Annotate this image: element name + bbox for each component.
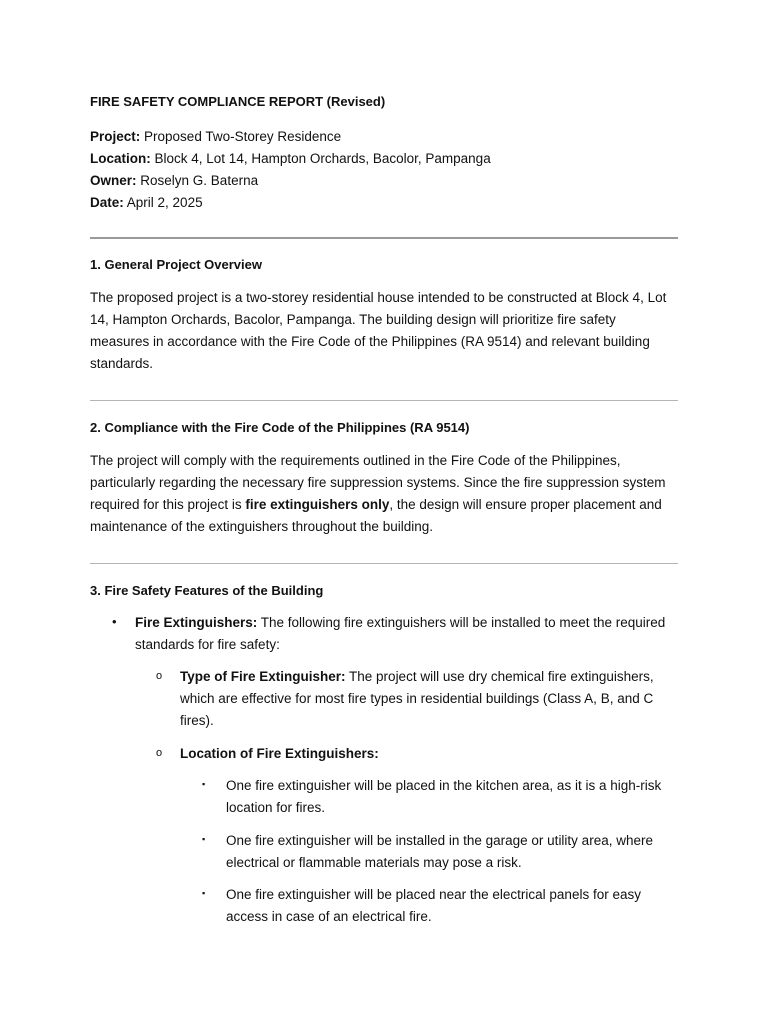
item1-label: Fire Extinguishers: bbox=[135, 615, 258, 630]
sub1-label: Type of Fire Extinguisher: bbox=[180, 669, 346, 684]
report-title: FIRE SAFETY COMPLIANCE REPORT (Revised) bbox=[90, 94, 386, 109]
bullet-level3: ▪ bbox=[202, 779, 206, 789]
meta-owner bbox=[90, 170, 491, 192]
report-metadata bbox=[90, 126, 491, 214]
meta-location-label: Location: bbox=[90, 151, 151, 166]
bullet-level3: ▪ bbox=[202, 888, 206, 898]
location-item-garage: One fire extinguisher will be installed in the garage or utility area, where electrical or flammable materials may pose a risk. bbox=[226, 833, 653, 870]
section-2-body-bold: fire extinguishers only bbox=[245, 497, 390, 512]
sub2-label: Location of Fire Extinguishers: bbox=[180, 746, 379, 761]
list-item-fire-extinguishers bbox=[135, 612, 680, 656]
meta-owner-value: Roselyn G. Baterna bbox=[140, 173, 259, 188]
divider-3 bbox=[90, 563, 678, 564]
meta-date-label: Date: bbox=[90, 195, 124, 210]
list-item-extinguisher-location bbox=[180, 743, 680, 765]
bullet-level2: o bbox=[156, 747, 163, 759]
section-2-body-pre: The project will comply with the requirements outlined in the Fire Code of the Philippines, particularly regarding the necessary fire suppression systems. Since the fire suppression system required for this project is bbox=[90, 453, 666, 512]
section-2-body bbox=[90, 450, 675, 538]
meta-date-value: April 2, 2025 bbox=[126, 195, 203, 210]
location-item-electrical-panels: One fire extinguisher will be placed near the electrical panels for easy access in case of an electrical fire. bbox=[226, 887, 641, 924]
meta-location bbox=[90, 148, 491, 170]
meta-project-value: Proposed Two-Storey Residence bbox=[144, 129, 342, 144]
meta-date bbox=[90, 192, 491, 214]
bullet-level2: o bbox=[156, 670, 163, 682]
list-item-extinguisher-type bbox=[180, 666, 680, 732]
meta-project bbox=[90, 126, 491, 148]
section-2-body-post: , the design will ensure proper placement and maintenance of the extinguishers throughout the building. bbox=[90, 497, 662, 534]
bullet-level1: • bbox=[112, 614, 117, 629]
divider-2 bbox=[90, 400, 678, 401]
sub1-text: The project will use dry chemical fire extinguishers, which are effective for most fire types in residential buildings (Class A, B, and C fires). bbox=[180, 669, 654, 728]
section-3-heading: 3. Fire Safety Features of the Building bbox=[90, 583, 324, 598]
meta-location-value: Block 4, Lot 14, Hampton Orchards, Bacolor, Pampanga bbox=[154, 151, 491, 166]
section-1-body: The proposed project is a two-storey residential house intended to be constructed at Block 4, Lot 14, Hampton Orchards, Bacolor, Pampanga. The building design will prioritize fire safety measures in accordance with the Fire Code of the Philippines (RA 9514) and relevant building standards. bbox=[90, 290, 667, 371]
divider-1 bbox=[90, 237, 678, 239]
bullet-level3: ▪ bbox=[202, 834, 206, 844]
meta-project-label: Project: bbox=[90, 129, 141, 144]
location-item-kitchen: One fire extinguisher will be placed in the kitchen area, as it is a high-risk location for fires. bbox=[226, 778, 662, 815]
item1-text: The following fire extinguishers will be installed to meet the required standards for fire safety: bbox=[135, 615, 666, 652]
meta-owner-label: Owner: bbox=[90, 173, 137, 188]
section-2-heading: 2. Compliance with the Fire Code of the Philippines (RA 9514) bbox=[90, 420, 470, 435]
section-1-heading: 1. General Project Overview bbox=[90, 257, 262, 272]
